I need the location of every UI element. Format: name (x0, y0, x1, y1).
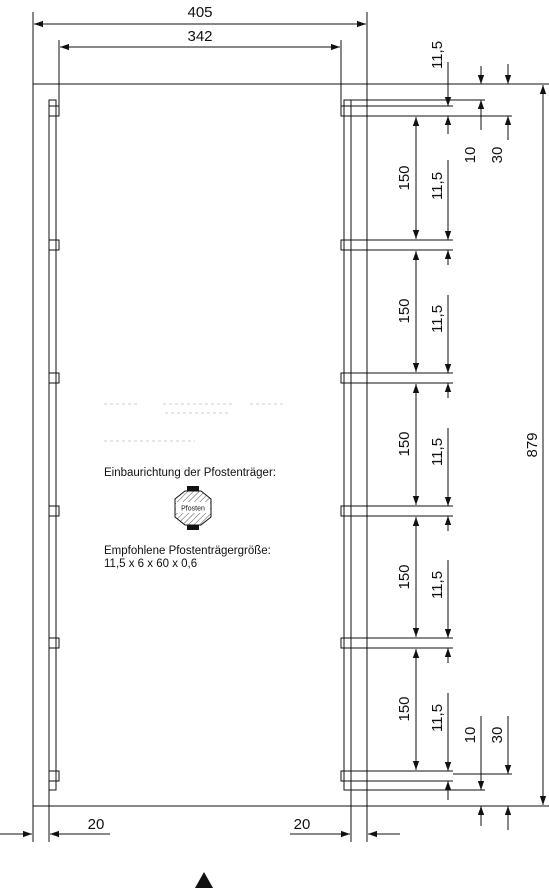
label-342: 342 (187, 28, 213, 45)
right-post (344, 100, 351, 790)
recommended-size-value: 11,5 x 6 x 60 x 0,6 (104, 558, 198, 570)
label-879: 879 (524, 432, 541, 458)
faint-text-lines (104, 404, 285, 441)
recommended-size-title: Empfohlene Pfostenträgergröße: (104, 545, 271, 557)
label-bottom-10: 10 (462, 726, 479, 744)
label-top-11-5: 11,5 (429, 40, 446, 70)
label-top-30: 30 (489, 146, 506, 164)
left-post (49, 100, 56, 790)
label-150-4: 150 (396, 564, 413, 590)
right-extension-lines (351, 84, 549, 806)
label-left-20: 20 (87, 816, 105, 833)
post-label: Pfosten (181, 505, 205, 513)
label-11-5-3: 11,5 (429, 437, 446, 467)
label-11-5-4: 11,5 (429, 570, 446, 600)
label-150-2: 150 (396, 298, 413, 324)
label-11-5-5: 11,5 (429, 703, 446, 733)
orientation-triangle-icon (195, 872, 213, 888)
label-11-5-1: 11,5 (429, 171, 446, 201)
right-brackets (341, 106, 351, 781)
installation-direction-note: Einbaurichtung der Pfostenträger: (104, 467, 276, 479)
label-150-3: 150 (396, 431, 413, 457)
label-150-1: 150 (396, 165, 413, 191)
label-405: 405 (187, 4, 213, 21)
label-150-5: 150 (396, 696, 413, 722)
panel-outline (33, 84, 367, 806)
label-right-20: 20 (293, 816, 311, 833)
left-brackets (49, 106, 59, 781)
label-bottom-30: 30 (489, 726, 506, 744)
label-11-5-2: 11,5 (429, 304, 446, 334)
post-symbol (175, 486, 211, 530)
label-top-10: 10 (462, 146, 479, 164)
